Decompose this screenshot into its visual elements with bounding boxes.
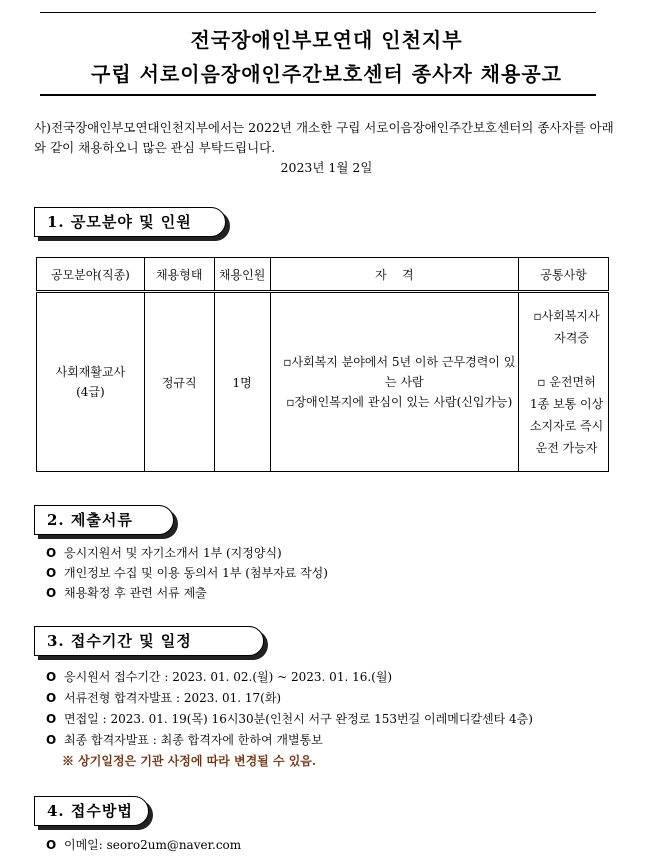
section-title: 4. 접수방법	[34, 796, 149, 826]
contact-email: O 이메일: seoro2um@naver.com	[46, 838, 242, 852]
cell-common: ▫사회복지사 자격증 ▫ 운전면허 1종 보통 이상 소지자로 즉시 운전 가능자	[519, 292, 609, 472]
notice-date: 2023년 1월 2일	[280, 160, 373, 175]
table-header-row	[37, 258, 609, 292]
intro-paragraph: 사)전국장애인부모연대인천지부에서는 2022년 개소한 구립 서로이음장애인주간보호센터의 종사자를 아래와 같이 채용하오니 많은 관심 부탁드립니다.	[34, 120, 614, 155]
list-item: O 채용확정 후 관련 서류 제출	[46, 586, 207, 600]
section-title: 2. 제출서류	[34, 505, 174, 535]
header-qualification: 자 격	[270, 258, 519, 292]
title-line-1: 전국장애인부모연대 인천지부	[190, 28, 463, 52]
cell-field: 사회재활교사 (4급)	[37, 292, 145, 472]
cell-qualification: ▫사회복지 분야에서 5년 이하 근무경력이 있 는 사람 ▫장애인복지에 관심이 있는 사람(신입가능)	[270, 292, 519, 472]
table-row	[37, 292, 609, 472]
list-item: O 최종 합격자발표 : 최종 합격자에 한하여 개별통보	[46, 733, 323, 747]
section-title: 1. 공모분야 및 인원	[34, 207, 226, 237]
title-bottom-rule	[40, 94, 596, 96]
section-header-positions	[34, 207, 226, 237]
header-field: 공모분야(직종)	[37, 258, 145, 292]
title-line-2: 구립 서로이음장애인주간보호센터 종사자 채용공고	[91, 62, 562, 86]
section-title: 3. 접수기간 및 일정	[34, 626, 264, 656]
section-header-method	[34, 796, 149, 826]
list-item: O 서류전형 합격자발표 : 2023. 01. 17(화)	[46, 691, 282, 705]
header-count: 채용인원	[214, 258, 270, 292]
cell-count: 1명	[214, 292, 270, 472]
schedule-change-note: ※ 상기일정은 기관 사정에 따라 변경될 수 있음.	[62, 754, 317, 768]
header-common: 공통사항	[519, 258, 609, 292]
section-header-documents	[34, 505, 174, 535]
header-type: 채용형태	[144, 258, 214, 292]
recruitment-table	[36, 257, 609, 472]
list-item: O 면접일 : 2023. 01. 19(목) 16시30분(인천시 서구 완정로 153번길 이레메디칼센타 4층)	[46, 712, 533, 726]
top-rule	[40, 12, 596, 13]
cell-type: 정규직	[144, 292, 214, 472]
list-item: O 개인정보 수집 및 이용 동의서 1부 (첨부자료 작성)	[46, 566, 328, 580]
list-item: O 응시원서 접수기간 : 2023. 01. 02.(월) ~ 2023. 01. 16.(월)	[46, 670, 393, 684]
list-item: O 응시지원서 및 자기소개서 1부 (지정양식)	[46, 546, 282, 560]
section-header-schedule	[34, 626, 264, 656]
